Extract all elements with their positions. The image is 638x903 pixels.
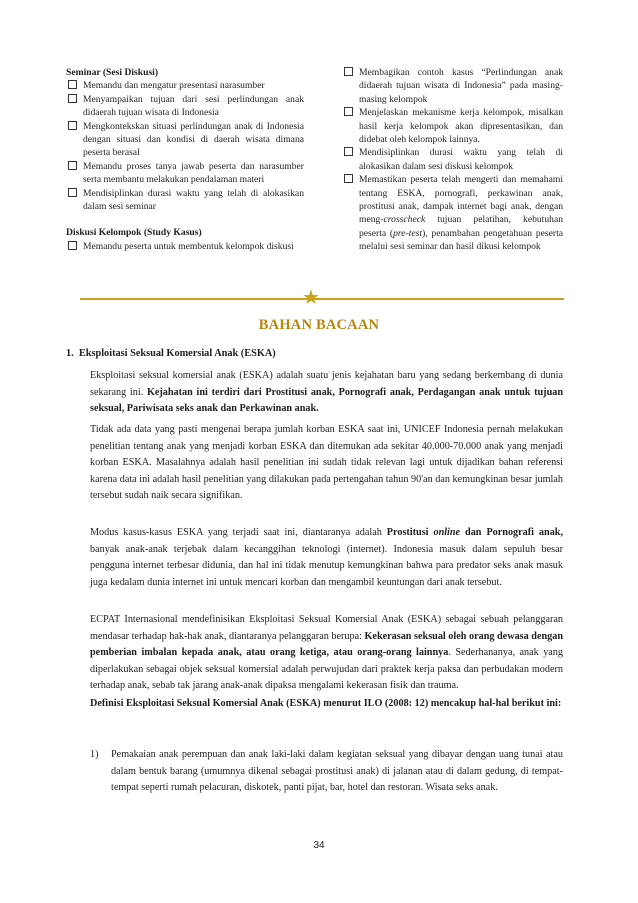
page-number: 34 — [313, 840, 325, 851]
section-title: BAHAN BACAAN — [258, 317, 380, 333]
seminar-heading: Seminar (Sesi Diskusi) — [66, 67, 159, 78]
checklist-item: Memandu proses tanya jawab peserta dan narasumber serta membantu melakukan pendalaman materi — [66, 160, 304, 187]
paragraph-5: Definisi Eksploitasi Seksual Komersial Anak (ESKA) menurut ILO (2008: 12) mencakup hal-hal berikut ini: — [90, 698, 562, 709]
checkbox-icon — [66, 93, 83, 120]
checklist-item: Mendisiplinkan durasi waktu yang telah di alokasikan dalam sesi seminar — [66, 187, 304, 214]
paragraph-4: ECPAT Internasional mendefinisikan Eksploitasi Seksual Komersial Anak (ESKA) sebagai sebuah pelanggaran mendasar terhadap hak-hak anak, diantaranya pelanggaran berupa: Kekerasan seksual oleh orang dewasa dengan pemberian imbalan kepada anak, atau orang ketiga, atau orang-orang lainnya. Sederhananya, anak yang diperlakukan sebagai objek seksual komersial adalah perwujudan dari praktek kerja paksa dan perbudakan modern terhadap anak, sebab tak jarang anak-anak dipaksa mengalami kekerasan fisik dan trauma. — [90, 614, 563, 691]
checkbox-icon — [342, 66, 359, 106]
checkbox-icon — [342, 106, 359, 146]
paragraph-2: Tidak ada data yang pasti mengenai berapa jumlah korban ESKA saat ini, UNICEF Indonesia pernah melakukan penelitian tentang anak yang menjadi korban ESKA dan ditemukan ada sekitar 40.000-70.000 anak yang menjadi korban ESKA. Masalahnya adalah hasil penelitian ini sudah tidak relevan lagi untuk dijadikan bahan referensi karena data ini adalah hasil penelitian yang dilakukan pada pertengahan tahun 90'an dan kemungkinan besar jumlah tersebut sudah naik secara signifikan. — [90, 424, 563, 501]
checkbox-icon — [66, 160, 83, 187]
checklist-item: Mendisiplinkan durasi waktu yang telah di alokasikan dalam sesi diskusi kelompok — [342, 146, 563, 173]
subsection-heading: 1. Eksploitasi Seksual Komersial Anak (ESKA) — [66, 348, 276, 359]
list-number: 1) — [90, 749, 99, 760]
list-item — [90, 747, 563, 797]
checkbox-icon — [342, 146, 359, 173]
checkbox-icon — [66, 240, 83, 253]
diskusi-list — [66, 240, 304, 253]
seminar-list — [66, 79, 304, 213]
checklist-item: Menjelaskan mekanisme kerja kelompok, misalkan hasil kerja kelompok akan dipresentasikan, dan didebat oleh kelompok lainnya. — [342, 106, 563, 146]
checklist-item — [342, 173, 563, 253]
checkbox-icon — [342, 173, 359, 253]
checklist-item: Mengkontekskan situasi perlindungan anak di Indonesia dengan situasi dan kondisi di daerah wisata dimana peserta berasal — [66, 120, 304, 160]
paragraph-1: Eksploitasi seksual komersial anak (ESKA) adalah suatu jenis kejahatan baru yang sedang berkembang di dunia sekarang ini. Kejahatan ini terdiri dari Prostitusi anak, Pornografi anak, Perdagangan anak untuk tujuan seksual, Pariwisata seks anak dan Perkawinan anak. — [90, 370, 563, 414]
left-column — [66, 66, 304, 253]
checkbox-icon — [66, 187, 83, 214]
checklist-item: Memandu dan mengatur presentasi narasumber — [66, 79, 304, 92]
list-text: Pemakaian anak perempuan dan anak laki-laki dalam kegiatan seksual yang dibayar dengan uang tunai atau dalam bentuk barang (umumnya dikenal sebagai prostitusi anak) di jalanan atau di dalam gedung, di tempat-tempat seperti rumah pelacuran, diskotek, panti pijat, bar, hotel dan restoran. Wisata seks anak. — [111, 749, 563, 793]
paragraph-3: Modus kasus-kasus ESKA yang terjadi saat ini, diantaranya adalah Prostitusi online dan Pornografi anak, banyak anak-anak terjebak dalam kecanggihan teknologi (internet). Indonesia masuk dalam sepuluh besar pengguna internet terbesar didunia, dan hal ini tidak menutup kemungkinan bahwa para predator seks anak masuk juga kedalam dunia internet ini untuk mencari korban dan mengambil keuntungan dari anak tersebut. — [90, 527, 564, 588]
section-divider — [80, 298, 564, 300]
checklist-item: Menyampaikan tujuan dari sesi perlindungan anak didaerah tujuan wisata di Indonesia — [66, 93, 304, 120]
checklist-item: Memandu peserta untuk membentuk kelompok diskusi — [66, 240, 304, 253]
star-icon: ★ — [302, 285, 320, 309]
checkbox-icon — [66, 79, 83, 92]
diskusi-heading: Diskusi Kelompok (Study Kasus) — [66, 227, 202, 239]
right-column — [342, 66, 563, 254]
checklist-item: Membagikan contoh kasus “Perlindungan anak didaerah tujuan wisata di Indonesia” pada masing-masing kelompok — [342, 66, 563, 106]
checkbox-icon — [66, 120, 83, 160]
checklist-item-text: Memastikan peserta telah mengerti dan memahami tentang ESKA, pornografi, perkawinan anak, prostitusi anak, dampak internet bagi anak, dengan meng-crosscheck tujuan pelatihan, kebutuhan peserta (pre-test), penambahan pengetahuan peserta melalui sesi seminar dan hasil dikusi kelompok — [359, 174, 563, 253]
